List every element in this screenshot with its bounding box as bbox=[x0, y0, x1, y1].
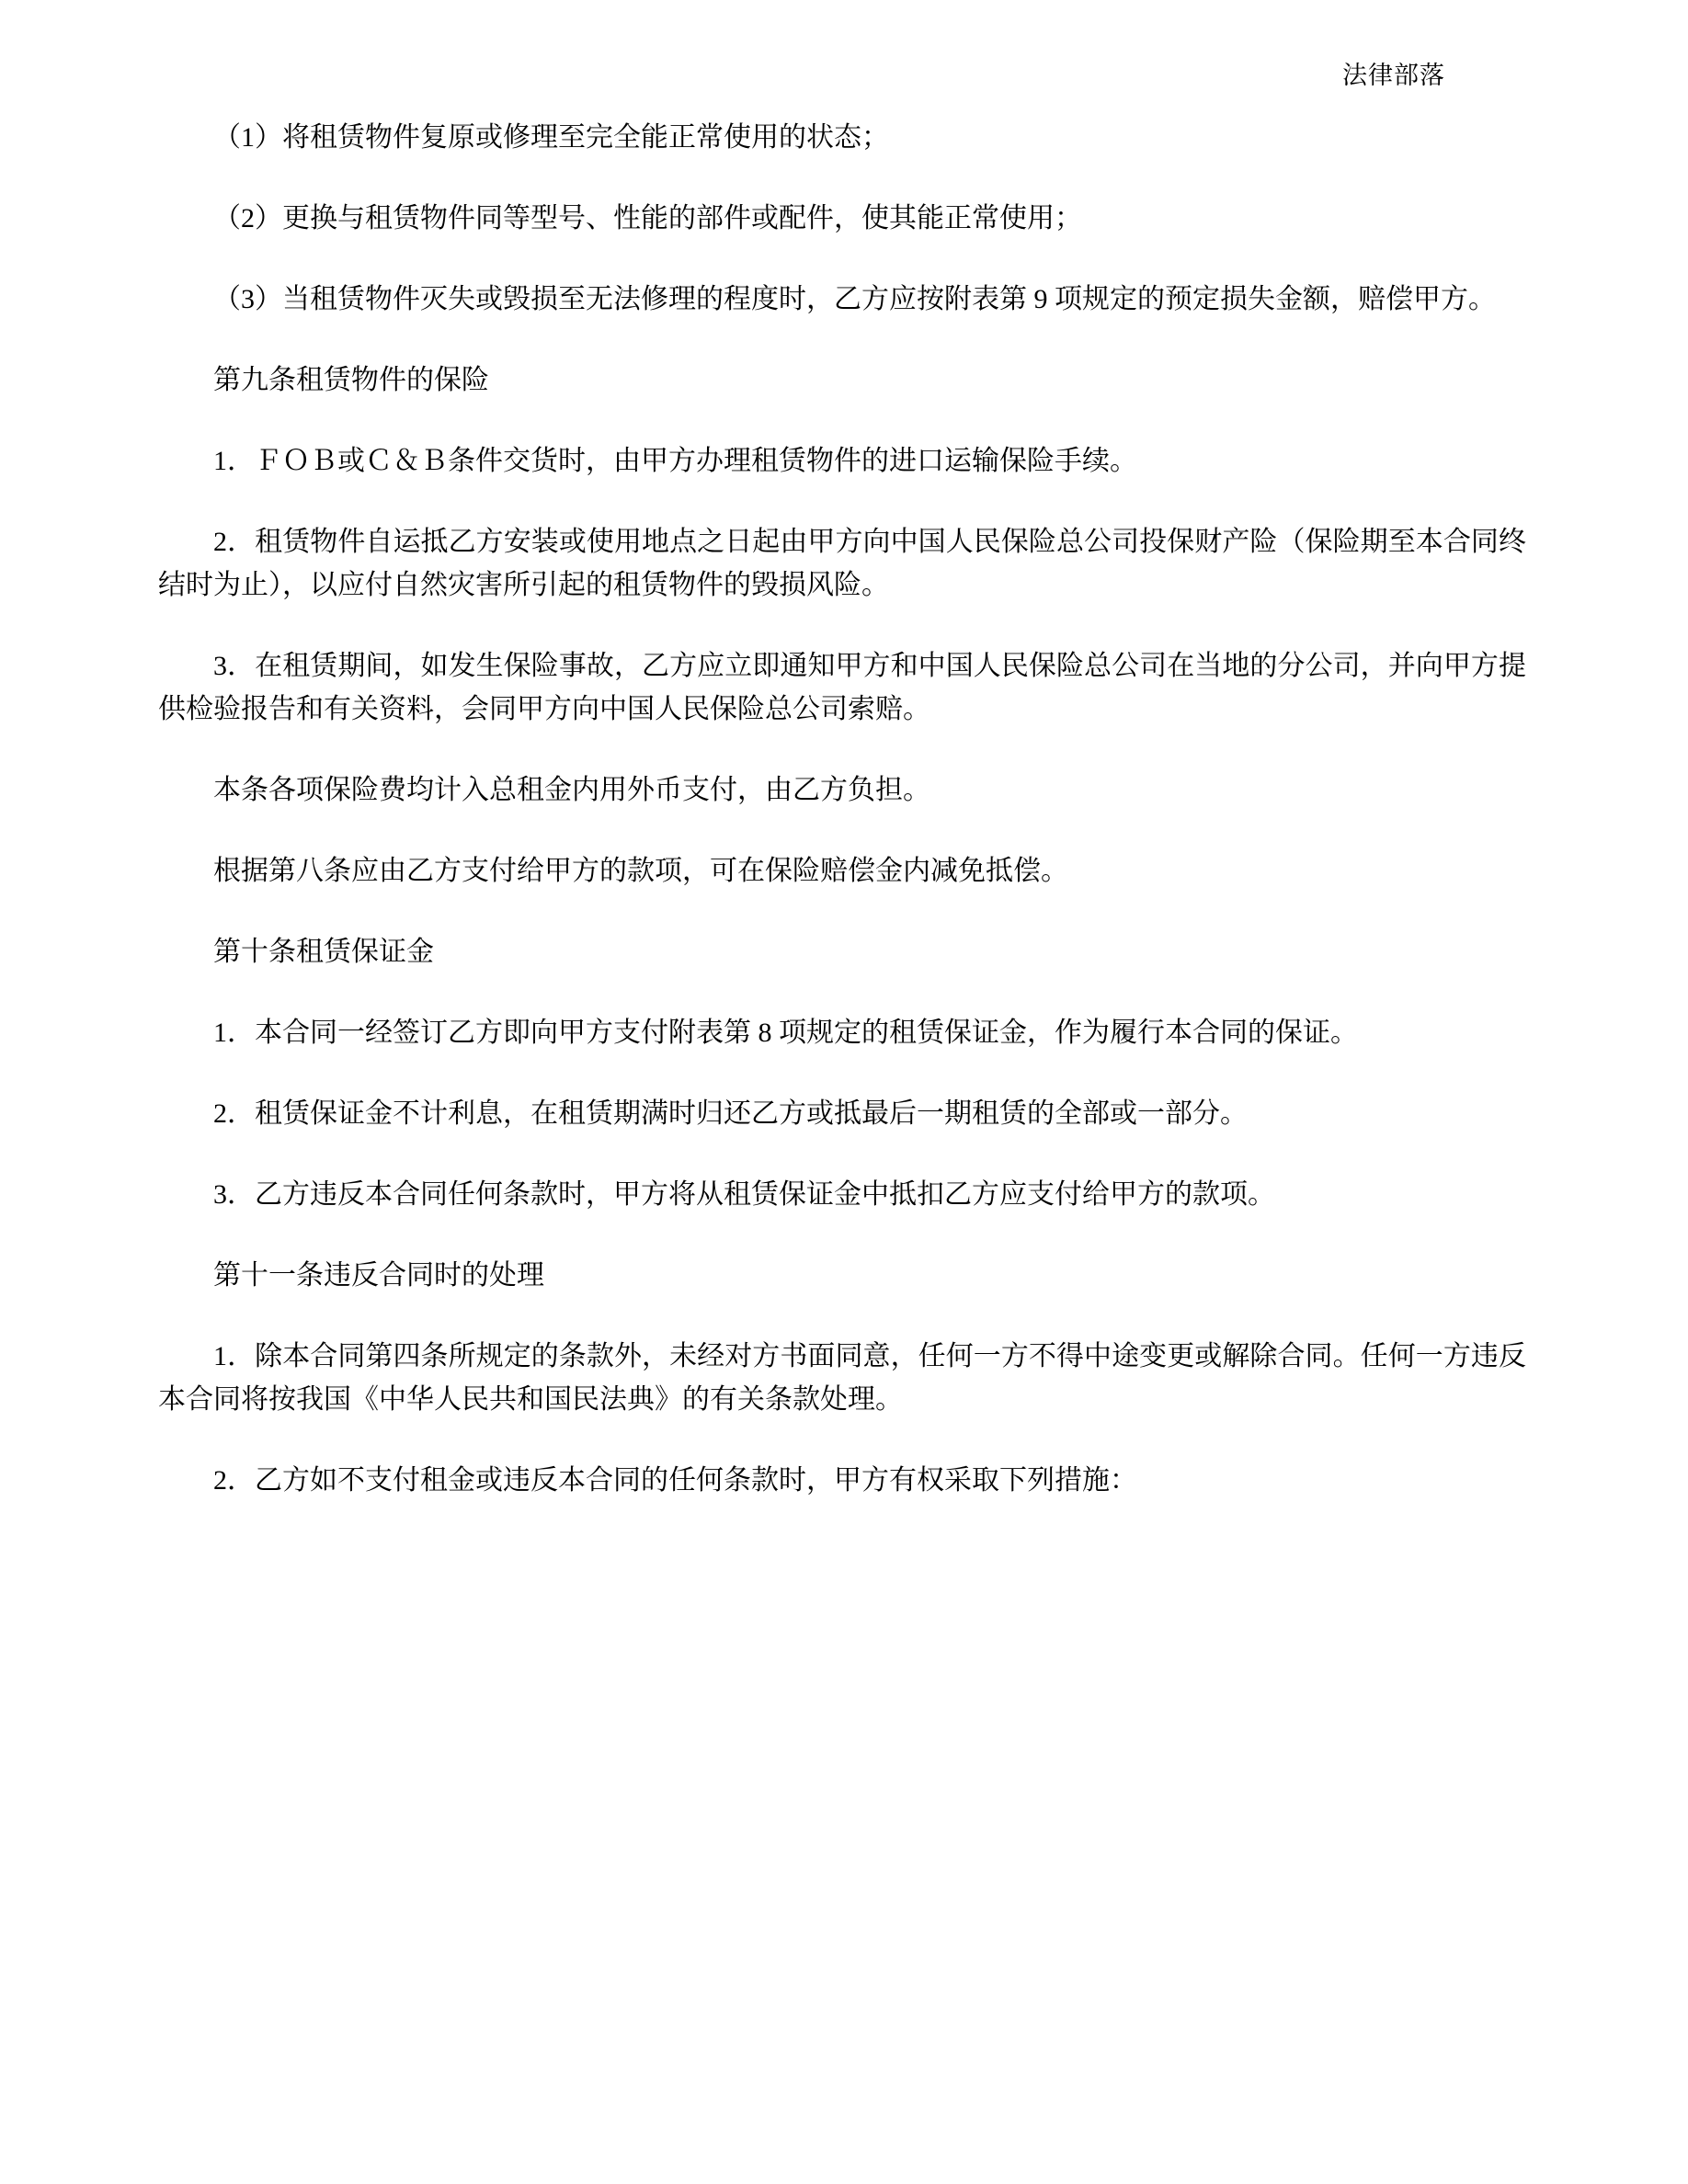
contract-paragraph: 1．除本合同第四条所规定的条款外，未经对方书面同意，任何一方不得中途变更或解除合同。任何一方违反本合同将按我国《中华人民共和国民法典》的有关条款处理。 bbox=[158, 1341, 1526, 1415]
contract-paragraph: 2．乙方如不支付租金或违反本合同的任何条款时，甲方有权采取下列措施： bbox=[213, 1465, 1137, 1496]
contract-paragraph: （2）更换与租赁物件同等型号、性能的部件或配件，使其能正常使用； bbox=[213, 203, 1082, 233]
contract-paragraph: 第九条租赁物件的保险 bbox=[213, 365, 489, 395]
contract-paragraph: 1．ＦＯＢ或Ｃ＆Ｂ条件交货时，由甲方办理租赁物件的进口运输保险手续。 bbox=[213, 446, 1137, 476]
contract-body bbox=[158, 116, 1526, 1540]
contract-paragraph: （3）当租赁物件灭失或毁损至无法修理的程度时，乙方应按附表第 9 项规定的预定损失金额，赔偿甲方。 bbox=[213, 284, 1496, 314]
contract-paragraph: 第十一条违反合同时的处理 bbox=[213, 1260, 544, 1291]
contract-paragraph: 2．租赁保证金不计利息，在租赁期满时归还乙方或抵最后一期租赁的全部或一部分。 bbox=[213, 1098, 1248, 1129]
contract-paragraph: 第十条租赁保证金 bbox=[213, 937, 434, 967]
watermark-site-label: 法律部落 bbox=[1342, 62, 1445, 89]
contract-paragraph: 2．租赁物件自运抵乙方安装或使用地点之日起由甲方向中国人民保险总公司投保财产险（保险期至本合同终结时为止），以应付自然灾害所引起的租赁物件的毁损风险。 bbox=[158, 527, 1526, 600]
contract-paragraph: 3．在租赁期间，如发生保险事故，乙方应立即通知甲方和中国人民保险总公司在当地的分公司，并向甲方提供检验报告和有关资料，会同甲方向中国人民保险总公司索赔。 bbox=[158, 651, 1526, 724]
contract-paragraph: （1）将租赁物件复原或修理至完全能正常使用的状态； bbox=[213, 122, 889, 153]
contract-paragraph: 3．乙方违反本合同任何条款时，甲方将从租赁保证金中抵扣乙方应支付给甲方的款项。 bbox=[213, 1179, 1275, 1210]
contract-paragraph: 根据第八条应由乙方支付给甲方的款项，可在保险赔偿金内减免抵偿。 bbox=[213, 856, 1068, 886]
contract-paragraph: 1．本合同一经签订乙方即向甲方支付附表第 8 项规定的租赁保证金，作为履行本合同的保证。 bbox=[213, 1018, 1358, 1048]
contract-paragraph: 本条各项保险费均计入总租金内用外币支付，由乙方负担。 bbox=[213, 775, 930, 805]
